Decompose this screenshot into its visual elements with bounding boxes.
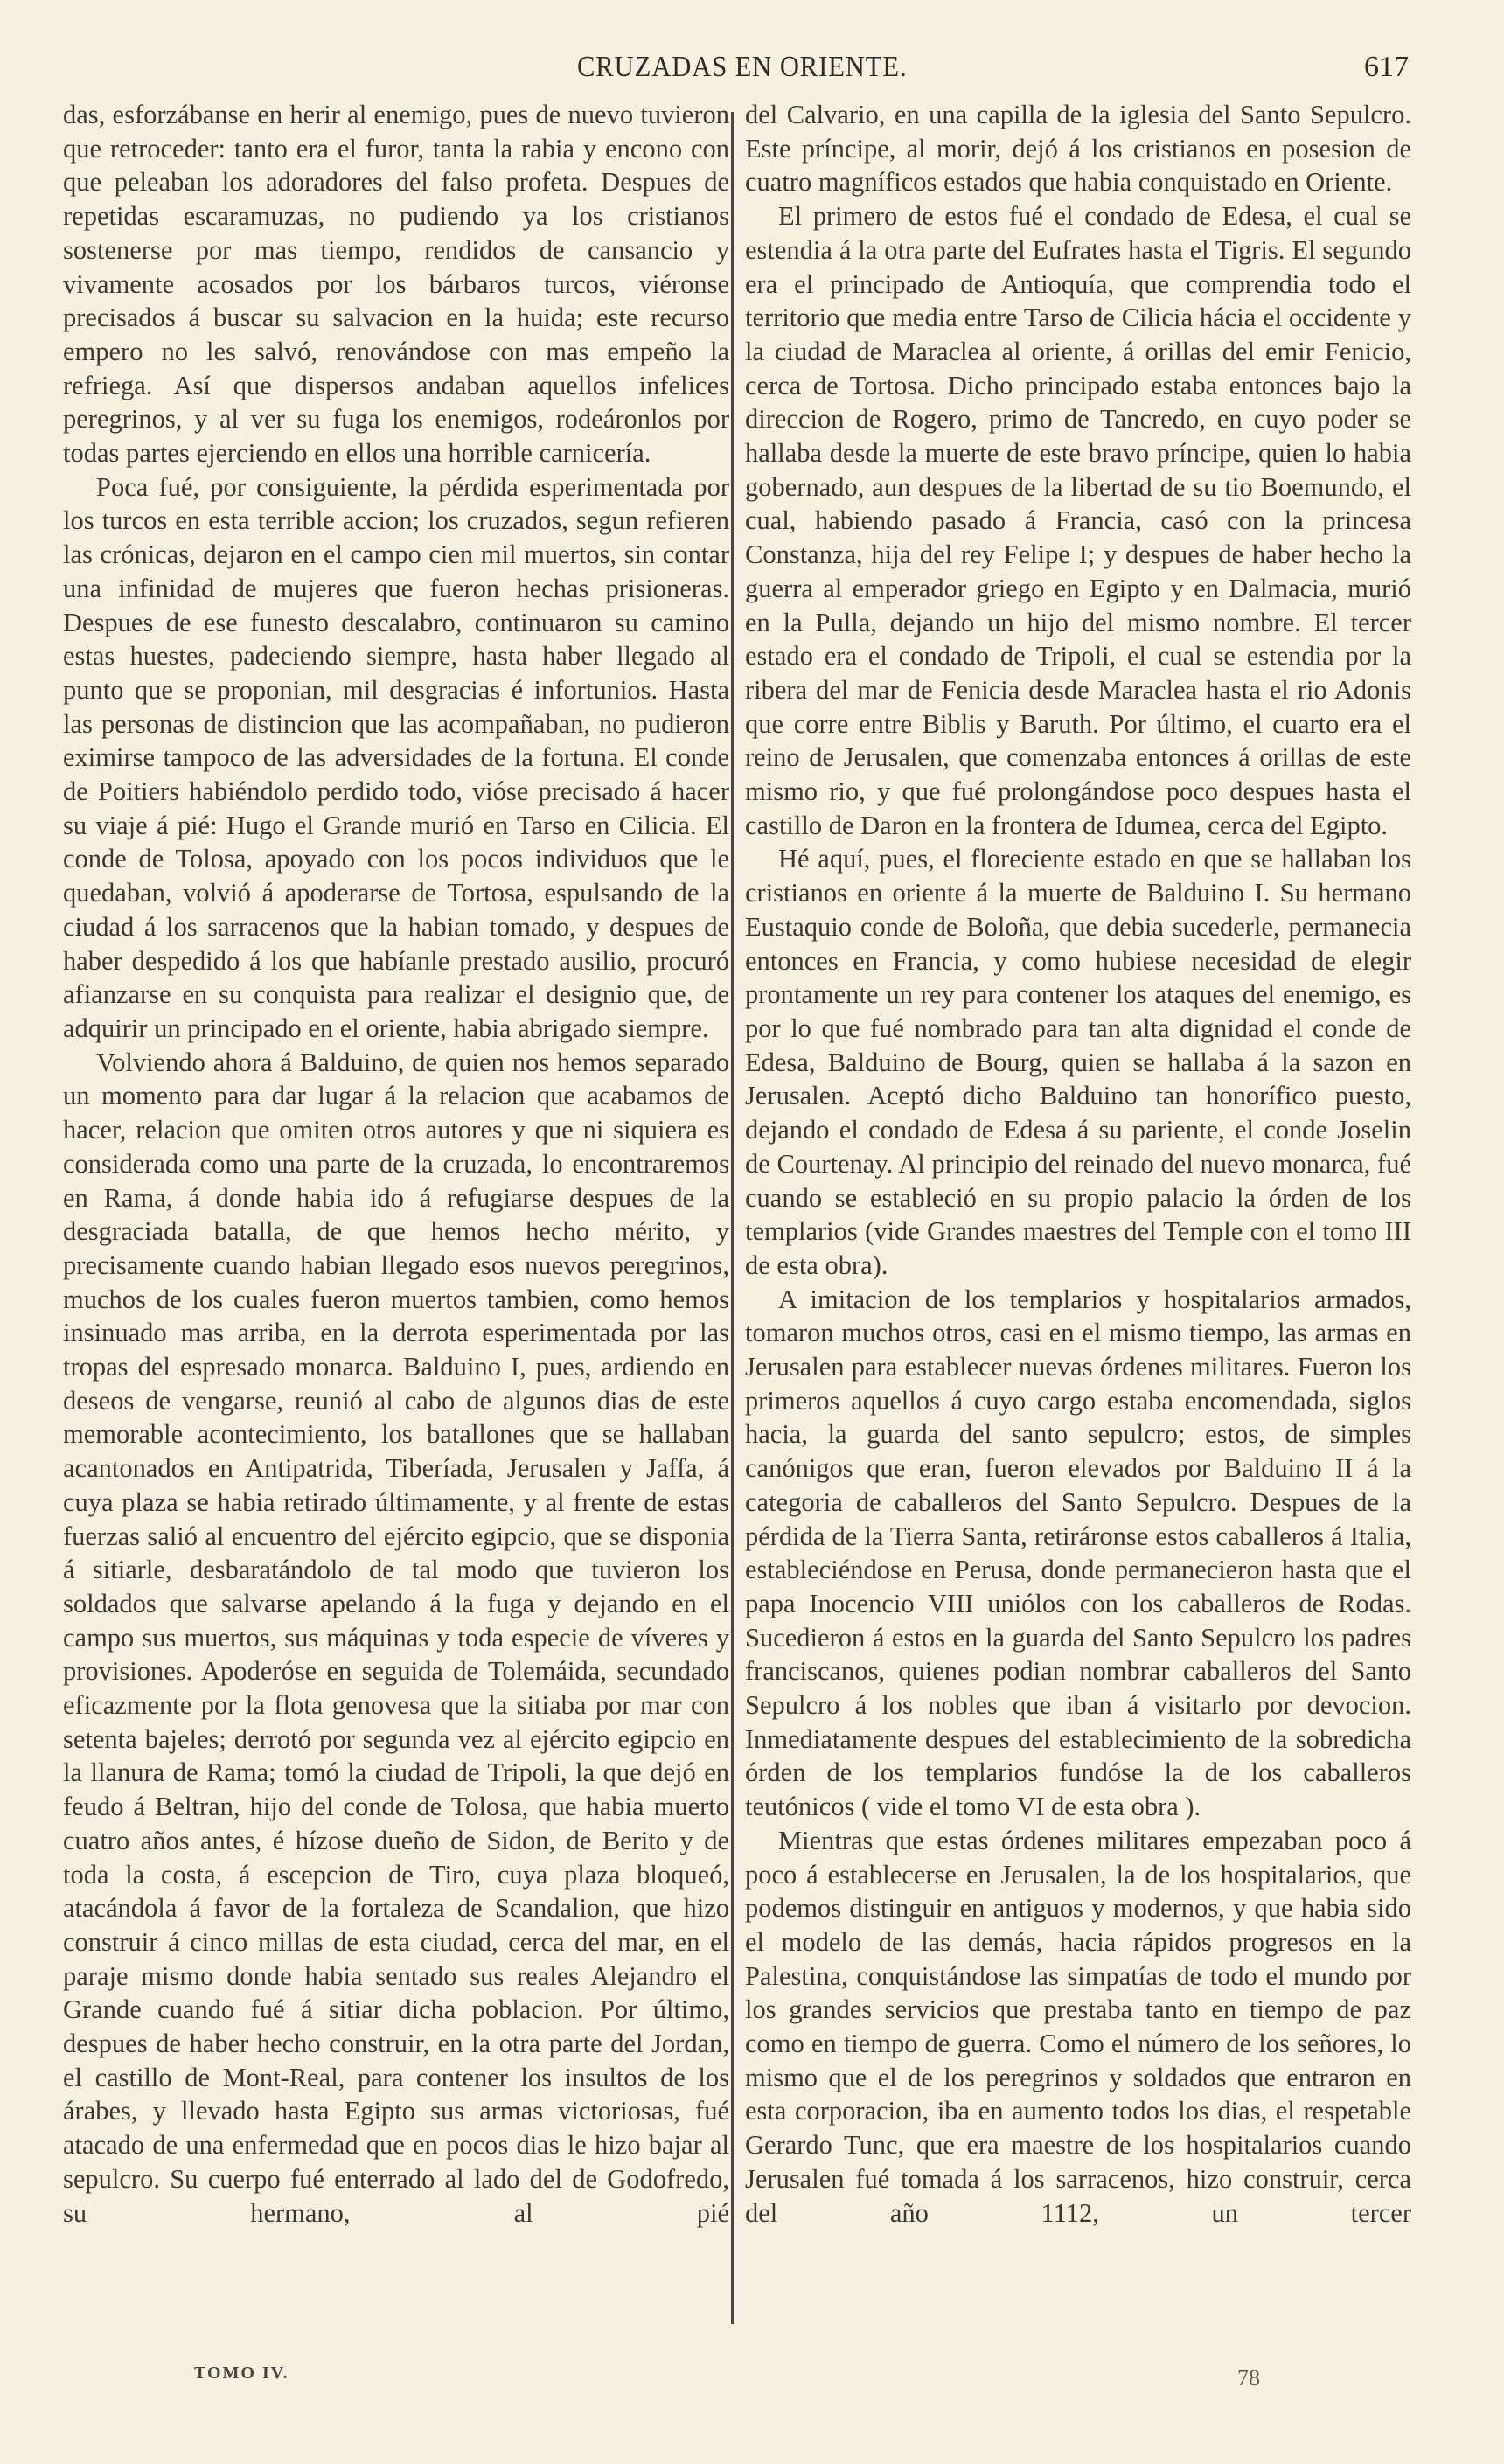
right-column xyxy=(745,98,1411,2323)
paragraph: El primero de estos fué el condado de Edesa, el cual se estendia á la otra parte del Eufrates hasta el Tigris. El segundo era el principado de Antioquía, que comprendia todo el territorio que media entre Tarso de Cilicia hácia el occidente y la ciudad de Maraclea al oriente, á orillas del emir Fenicio, cerca de Tortosa. Dicho principado estaba entonces bajo la direccion de Rogero, primo de Tancredo, en cuyo poder se hallaba desde la muerte de este bravo príncipe, quien lo habia gobernado, aun despues de la libertad de su tio Boemundo, el cual, habiendo pasado á Francia, casó con la princesa Constanza, hija del rey Felipe I; y despues de haber hecho la guerra al emperador griego en Egipto y en Dalmacia, murió en la Pulla, dejando un hijo del mismo nombre. El tercer estado era el condado de Tripoli, el cual se estendia por la ribera del mar de Fenicia desde Maraclea hasta el rio Adonis que corre entre Biblis y Baruth. Por último, el cuarto era el reino de Jerusalen, que comenzaba entonces á orillas de este mismo rio, y que fué prolongándose poco despues hasta el castillo de Daron en la frontera de Idumea, cerca del Egipto. xyxy=(745,201,1411,840)
paragraph: Hé aquí, pues, el floreciente estado en que se hallaban los cristianos en oriente á la muerte de Balduino I. Su hermano Eustaquio conde de Boloña, que debia sucederle, permanecia entonces en Francia, y como hubiese necesidad de elegir prontamente un rey para contener los ataques del enemigo, es por lo que fué nombrado para tan alta dignidad el conde de Edesa, Balduino de Bourg, quien se hallaba á la sazon en Jerusalen. Aceptó dicho Balduino tan honorífico puesto, dejando el condado de Edesa á su pariente, el conde Joselin de Courtenay. Al principio del reinado del nuevo monarca, fué cuando se estableció en su propio palacio la órden de los templarios (vide Grandes maestres del Temple con el tomo III de esta obra). xyxy=(745,844,1411,1280)
running-head xyxy=(0,51,1504,89)
signature-mark: 78 xyxy=(1237,2365,1260,2391)
paragraph: del Calvario, en una capilla de la iglesia del Santo Sepulcro. Este príncipe, al morir, dejó á los cristianos en posesion de cuatro magníficos estados que habia conquistado en Oriente. xyxy=(745,100,1411,198)
paragraph: A imitacion de los templarios y hospitalarios armados, tomaron muchos otros, casi en el mismo tiempo, las armas en Jerusalen para establecer nuevas órdenes militares. Fueron los primeros aquellos á cuyo cargo estaba encomendada, siglos hacia, la guarda del santo sepulcro; estos, de simples canónigos que eran, fueron elevados por Balduino II á la categoria de caballeros del Santo Sepulcro. Despues de la pérdida de la Tierra Santa, retiráronse estos caballeros á Italia, estableciéndose en Perusa, donde permanecieron hasta que el papa Inocencio VIII uniólos con los caballeros de Rodas. Sucedieron á estos en la guarda del Santo Sepulcro los padres franciscanos, quienes podian nombrar caballeros del Santo Sepulcro á los nobles que iban á visitarlo por devocion. Inmediatamente despues del establecimiento de la sobredicha órden de los templarios fundóse la de los caballeros teutónicos ( vide el tomo VI de esta obra ). xyxy=(745,1284,1411,1822)
paragraph: Volviendo ahora á Balduino, de quien nos hemos separado un momento para dar lugar á la relacion que acabamos de hacer, relacion que omiten otros autores y que ni siquiera es considerada como una parte de la cruzada, lo encontraremos en Rama, á donde habia ido á refugiarse despues de la desgraciada batalla, de que hemos hecho mérito, y precisamente cuando habian llegado esos nuevos peregrinos, muchos de los cuales fueron muertos tambien, como hemos insinuado mas arriba, en la derrota esperimentada por las tropas del espresado monarca. Balduino I, pues, ardiendo en deseos de vengarse, reunió al cabo de algunos dias de este memorable acontecimiento, los batallones que se hallaban acantonados en Antipatrida, Tiberíada, Jerusalen y Jaffa, á cuya plaza se habia retirado últimamente, y al frente de estas fuerzas salió al encuentro del ejército egipcio, que se disponia á sitiarle, desbaratándolo de tal modo que tuvieron los soldados que salvarse apelando á la fuga y dejando en el campo sus muertos, sus máquinas y toda especie de víveres y provisiones. Apoderóse en seguida de Tolemáida, secundado eficazmente por la flota genovesa que la sitiaba por mar con setenta bajeles; derrotó por segunda vez al ejército egipcio en la llanura de Rama; tomó la ciudad de Tripoli, la que dejó en feudo á Beltran, hijo del conde de Tolosa, que habia muerto cuatro años antes, é hízose dueño de Sidon, de Berito y de toda la costa, á escepcion de Tiro, cuya plaza bloqueó, atacándola á favor de la fortaleza de Scandalion, que hizo construir á cinco millas de esta ciudad, cerca del mar, en el paraje mismo donde habia sentado sus reales Alejandro el Grande cuando fué á sitiar dicha poblacion. Por último, despues de haber hecho construir, en la otra parte del Jordan, el castillo de Mont-Real, para contener los insultos de los árabes, y llevado hasta Egipto sus armas victoriosas, fué atacado de una enfermedad que en pocos dias le hizo bajar al sepulcro. Su cuerpo fué enterrado al lado del de Godofredo, su hermano, al pié xyxy=(63,1047,729,2228)
paragraph: Mientras que estas órdenes militares empezaban poco á poco á establecerse en Jerusalen, la de los hospitalarios, que podemos distinguir en antiguos y modernos, y que habia sido el modelo de las demás, hacia rápidos progresos en la Palestina, conquistándose las simpatías de todo el mundo por los grandes servicios que prestaba tanto en tiempo de paz como en tiempo de guerra. Como el número de los señores, lo mismo que el de los peregrinos y soldados que entraron en esta corporacion, iba en aumento todos los dias, el respetable Gerardo Tunc, que era maestre de los hospitalarios cuando Jerusalen fué tomada á los sarracenos, hizo construir, cerca del año 1112, un tercer xyxy=(745,1825,1411,2228)
column-divider xyxy=(731,112,734,2324)
paragraph: Poca fué, por consiguiente, la pérdida esperimentada por los turcos en esta terrible accion; los cruzados, segun refieren las crónicas, dejaron en el campo cien mil muertos, sin contar una infinidad de mujeres que fueron hechas prisioneras. Despues de ese funesto descalabro, continuaron su camino estas huestes, padeciendo siempre, hasta haber llegado al punto que se proponian, mil desgracias é infortunios. Hasta las personas de distincion que las acompañaban, no pudieron eximirse tampoco de las adversidades de la fortuna. El conde de Poitiers habiéndolo perdido todo, vióse precisado á hacer su viaje á pié: Hugo el Grande murió en Tarso en Cilicia. El conde de Tolosa, apoyado con los pocos individuos que le quedaban, volvió á apoderarse de Tortosa, espulsando de la ciudad á los sarracenos que la habian tomado, y despues de haber despedido á los que habíanle prestado ausilio, procuró afianzarse en su conquista para realizar el designio que, de adquirir un principado en el oriente, habia abrigado siempre. xyxy=(63,471,729,1043)
left-column xyxy=(63,98,729,2323)
page-title: CRUZADAS EN ORIENTE. xyxy=(577,51,908,83)
paragraph: das, esforzábanse en herir al enemigo, pues de nuevo tuvieron que retroceder: tanto era el furor, tanta la rabia y encono con que peleaban los adoradores del falso profeta. Despues de repetidas escaramuzas, no pudiendo ya los cristianos sostenerse por mas tiempo, rendidos de cansancio y vivamente acosados por los bárbaros turcos, viéronse precisados á buscar su salvacion en la huida; este recurso empero no les salvó, renovándose con mas empeño la refriega. Así que dispersos andaban aquellos infelices peregrinos, y al ver su fuga los enemigos, rodeáronlos por todas partes ejerciendo en ellos una horrible carnicería. xyxy=(63,100,729,469)
page-number: 617 xyxy=(1364,51,1409,83)
volume-label: TOMO IV. xyxy=(194,2363,289,2383)
